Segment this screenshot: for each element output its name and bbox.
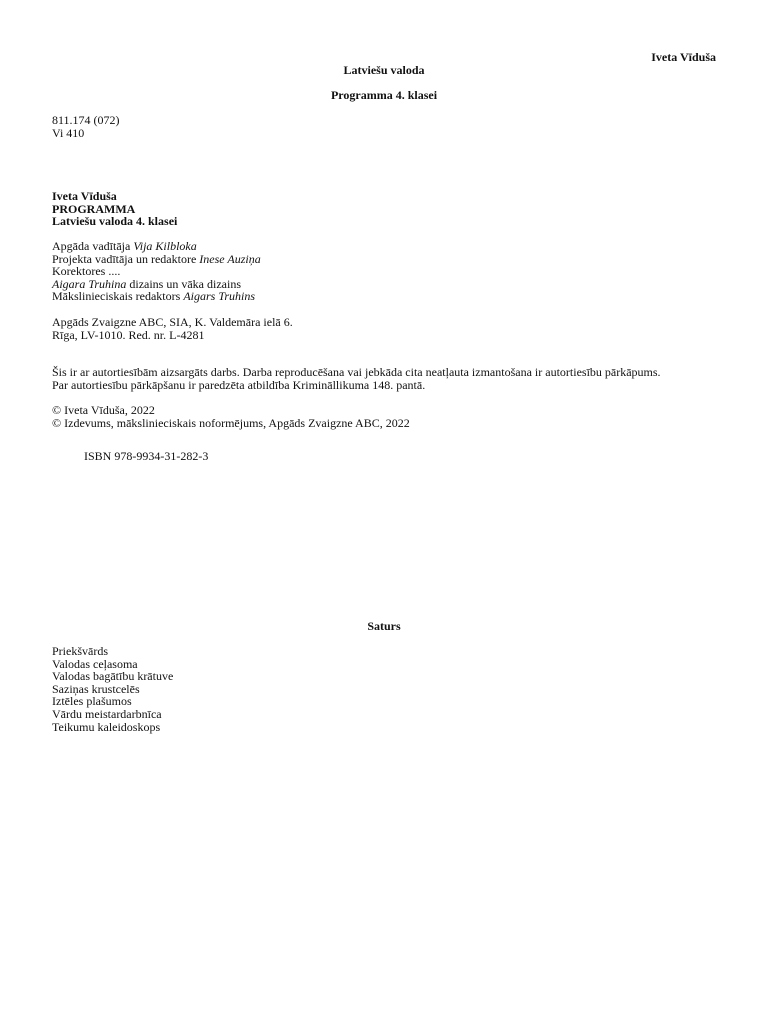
toc-item: Valodas bagātību krātuve xyxy=(52,669,174,684)
credits-block xyxy=(52,240,261,303)
credit-line: Projekta vadītāja un redaktore Inese Auziņa xyxy=(52,251,261,266)
credit-line: Korektores .... xyxy=(52,264,121,279)
book-title: Latviešu valoda xyxy=(343,63,425,77)
toc-item: Priekšvārds xyxy=(52,644,108,658)
imprint-block xyxy=(52,190,177,228)
copyrights-block xyxy=(52,404,410,429)
copyright-line: © Iveta Vīduša, 2022 xyxy=(52,403,155,417)
copyright-notice xyxy=(52,366,661,391)
publisher-block xyxy=(52,316,293,341)
imprint-author: Iveta Vīduša xyxy=(52,189,117,203)
notice-line: Par autortiesību pārkāpšanu ir paredzēta atbildība Krimināllikuma 148. pantā. xyxy=(52,377,426,392)
toc-heading: Saturs xyxy=(367,619,401,633)
udc-code: 811.174 (072) xyxy=(52,113,120,127)
toc-item: Iztēles plašumos xyxy=(52,694,132,709)
imprint-title: Latviešu valoda 4. klasei xyxy=(52,214,178,229)
author-mark: Vi 410 xyxy=(52,125,85,140)
toc-item: Teikumu kaleidoskops xyxy=(52,719,161,734)
credit-line: Apgāda vadītāja Vija Kilbloka xyxy=(52,239,197,253)
imprint-kind: PROGRAMMA xyxy=(52,201,136,216)
toc-list xyxy=(52,645,173,733)
credit-line: Mākslinieciskais redaktors Aigars Truhins xyxy=(52,289,256,304)
book-subtitle: Programma 4. klasei xyxy=(330,88,438,102)
toc-item: Vārdu meistardarbnīca xyxy=(52,706,162,721)
publisher-address: Apgāds Zvaigzne ABC, SIA, K. Valdemāra ielā 6. xyxy=(52,315,293,329)
notice-line: Šis ir ar autortiesībām aizsargāts darbs. Darba reproducēšana vai jebkāda cita neatļauta izmantošana ir autortiesību pārkāpums. xyxy=(52,365,661,379)
copyright-line: © Izdevums, mākslinieciskais noformējums, Apgāds Zvaigzne ABC, 2022 xyxy=(52,415,410,430)
header-author: Iveta Vīduša xyxy=(651,50,716,64)
toc-item: Valodas ceļasoma xyxy=(52,656,138,671)
toc-item: Saziņas krustcelēs xyxy=(52,681,140,696)
classification-block xyxy=(52,114,120,139)
credit-line: Aigara Truhina dizains un vāka dizains xyxy=(52,276,241,291)
isbn: ISBN 978-9934-31-282-3 xyxy=(84,449,209,463)
publisher-city: Rīga, LV-1010. Red. nr. L-4281 xyxy=(52,327,205,342)
